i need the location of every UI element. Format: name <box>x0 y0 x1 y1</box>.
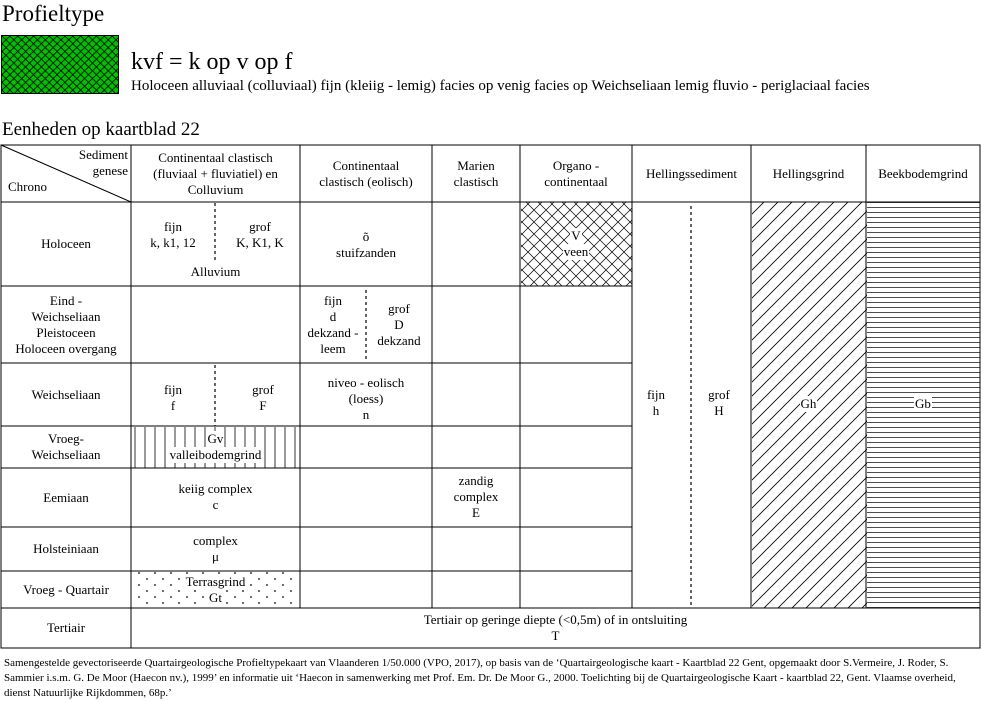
unit-text: leem <box>320 341 346 356</box>
source-footnote: Samengestelde gevectoriseerde Quartairgeologische Profieltypekaart van Vlaanderen 1/50.000 (VPO, 2017), op basis van de ‘Quartairgeologische kaart - Kaartblad 22 Gent, opgemaakt door S.Vermeire, J. Roder, S. Sammier i.s.m. G. De Moor (Haecon nv.), 1999’ en informatie uit ‘Haecon in samenwerking met Prof. Em. Dr. De Moor G., 2000. Toelichting bij de Quartairgeologische Kaart - kaartblad 22, Gent. Vlaamse overheid, dienst Natuurlijke Rijkdommen, 68p.’ <box>4 657 956 699</box>
col-header-continentaal-clastisch <box>131 146 300 202</box>
unit-zandig-complex <box>432 471 520 523</box>
unit-text: D <box>394 317 404 332</box>
unit-text: V <box>571 228 581 243</box>
col-header-organo <box>520 146 632 202</box>
unit-text: grof <box>708 387 730 402</box>
row-header-eind-weichseliaan <box>1 286 131 363</box>
unit-text: grof <box>252 382 274 397</box>
unit-text: μ <box>212 549 219 564</box>
col-header-marien <box>432 146 520 202</box>
unit-holoceen-fijn <box>140 215 206 255</box>
col-header-text: Continentaal <box>332 158 400 173</box>
unit-text: H <box>714 403 724 418</box>
row-header-text: Vroeg- <box>47 431 85 446</box>
unit-hellingssediment-grof <box>698 385 740 421</box>
unit-weichseliaan-grof <box>226 380 300 416</box>
unit-stuifzanden <box>300 223 432 267</box>
unit-text: dekzand <box>377 333 421 348</box>
unit-text: valleibodemgrind <box>169 447 262 462</box>
unit-text: f <box>170 398 176 413</box>
col-header-text: clastisch (eolisch) <box>319 174 413 189</box>
unit-text: fijn <box>323 293 343 308</box>
col-header-text: Beekbodemgrind <box>878 166 968 181</box>
unit-text: n <box>362 407 370 422</box>
unit-alluvium <box>131 262 300 282</box>
unit-text: h <box>652 403 660 418</box>
unit-text: fijn <box>163 382 183 397</box>
unit-tertiair <box>131 610 980 646</box>
unit-text: Alluvium <box>190 264 241 279</box>
unit-text: fijn <box>163 219 183 234</box>
row-header-holoceen <box>1 202 131 286</box>
unit-loess <box>300 374 432 424</box>
unit-text: keiig complex <box>178 481 253 496</box>
col-header-text: Continentaal clastisch <box>158 150 273 165</box>
unit-weichseliaan-fijn <box>140 380 206 416</box>
profile-code: kvf = k op v op f <box>131 49 293 75</box>
unit-text: veen <box>563 244 589 259</box>
row-header-text: Holoceen <box>41 236 91 251</box>
unit-text: Gt <box>209 589 222 605</box>
row-header-vroeg-weichseliaan <box>1 426 131 468</box>
unit-dekzand-leem <box>300 290 366 360</box>
corner-text: genese <box>92 163 128 178</box>
unit-hellingsgrind <box>751 395 866 413</box>
corner-chrono-label <box>8 178 58 196</box>
row-header-text: Eemiaan <box>43 489 89 505</box>
row-header-text: Weichseliaan <box>31 386 101 402</box>
row-header-tertiair <box>1 608 131 648</box>
col-header-text: continentaal <box>544 174 608 189</box>
unit-valleibodemgrind <box>131 429 300 465</box>
units-title: Eenheden op kaartblad 22 <box>2 119 200 140</box>
unit-text: Terrasgrind <box>185 573 246 589</box>
unit-keiig-complex <box>131 478 300 516</box>
row-header-text: Weichseliaan <box>31 308 101 324</box>
col-header-beekbodemgrind <box>866 146 980 202</box>
col-header-continentaal-eolisch <box>300 146 432 202</box>
unit-text: (loess) <box>348 391 384 406</box>
unit-text: K, K1, K <box>236 235 284 250</box>
row-header-vroeg-quartair <box>1 571 131 608</box>
col-header-text: Colluvium <box>187 182 244 197</box>
col-header-text: Marien <box>457 158 495 173</box>
unit-text: complex <box>453 489 499 504</box>
row-header-text: Holoceen overgang <box>15 340 117 356</box>
page-title: Profieltype <box>2 1 105 26</box>
unit-text: E <box>472 505 480 520</box>
col-header-text: Hellingssediment <box>646 166 737 181</box>
corner-text: Sediment <box>78 147 128 162</box>
unit-text: Gv <box>207 431 224 446</box>
unit-hellingssediment-fijn <box>636 385 676 421</box>
profile-description: Holoceen alluviaal (colluviaal) fijn (kleiig - lemig) facies op venig facies op Weichseliaan lemig fluvio - periglaciaal facies <box>131 78 870 94</box>
unit-text: grof <box>249 219 271 234</box>
unit-text: õ <box>362 229 370 244</box>
corner-sediment-label <box>40 147 128 181</box>
unit-text: fijn <box>646 387 666 402</box>
row-header-text: Tertiair <box>46 620 86 635</box>
unit-text: F <box>259 398 267 413</box>
row-header-weichseliaan <box>1 363 131 426</box>
unit-text: Gh <box>800 396 817 411</box>
unit-terrasgrind <box>131 573 300 606</box>
col-header-hellingssediment <box>632 146 751 202</box>
unit-text: Tertiair op geringe diepte (<0,5m) of in ontsluiting <box>423 612 688 627</box>
unit-text: zandig <box>458 473 494 488</box>
col-header-text: Hellingsgrind <box>772 166 845 181</box>
col-header-text: Organo - <box>552 158 600 173</box>
col-header-text: clastisch <box>453 174 499 189</box>
unit-text: niveo - eolisch <box>327 375 405 390</box>
unit-text: c <box>212 497 219 512</box>
row-header-text: Vroeg - Quartair <box>23 581 109 597</box>
unit-beekbodemgrind <box>866 395 980 413</box>
row-header-text: Holsteiniaan <box>33 541 99 556</box>
col-header-text: (fluviaal + fluviatiel) en <box>153 166 278 181</box>
row-header-eemiaan <box>1 468 131 527</box>
unit-text: stuifzanden <box>336 245 396 260</box>
unit-text: dekzand - <box>307 325 359 340</box>
unit-complex-mu <box>131 530 300 568</box>
corner-text: Chrono <box>8 179 47 194</box>
unit-text: T <box>551 628 560 643</box>
unit-text: complex <box>193 533 238 548</box>
unit-text: Gb <box>915 396 931 411</box>
unit-holoceen-grof <box>222 215 298 255</box>
row-header-text: Eind - <box>49 292 83 308</box>
unit-text: grof <box>388 301 410 316</box>
col-header-hellingsgrind <box>751 146 866 202</box>
row-header-text: Weichseliaan <box>31 447 101 462</box>
unit-text: d <box>329 309 337 324</box>
unit-text: k, k1, 12 <box>150 235 196 250</box>
row-header-holsteiniaan <box>1 527 131 571</box>
unit-veen <box>520 226 632 262</box>
unit-dekzand <box>366 298 432 352</box>
row-header-text: Pleistoceen <box>36 324 96 340</box>
